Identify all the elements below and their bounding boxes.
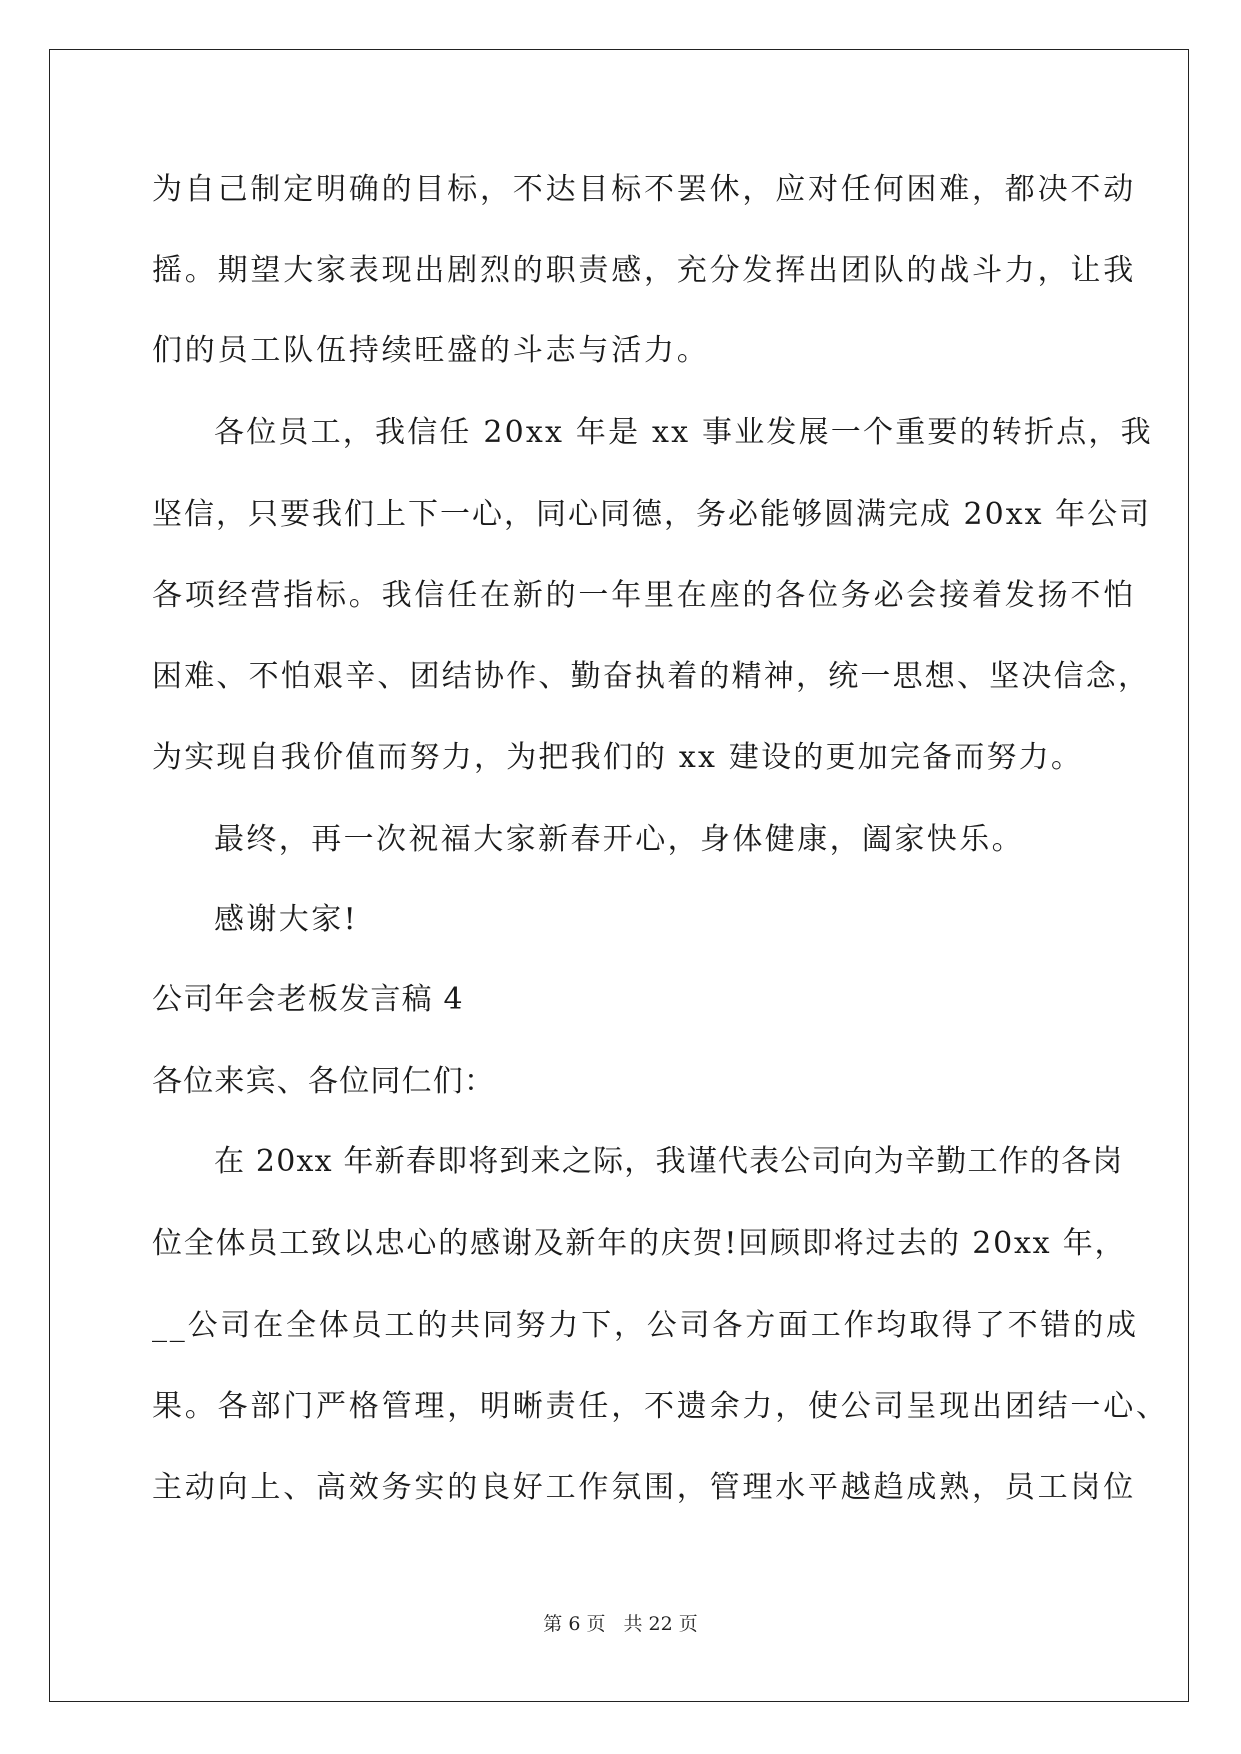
body-text-line: 位全体员工致以忠心的感谢及新年的庆贺!回顾即将过去的 20xx 年，: [152, 1226, 1127, 1261]
body-text-line: 们的员工队伍持续旺盛的斗志与活力。: [152, 333, 710, 368]
body-text-line: 各位员工，我信任 20xx 年是 xx 事业发展一个重要的转折点，我: [214, 415, 1153, 450]
salutation: 各位来宾、各位同仁们：: [152, 1064, 496, 1099]
body-text-line: 为实现自我价值而努力，为把我们的 xx 建设的更加完备而努力。: [152, 740, 1084, 775]
body-text-line: 最终，再一次祝福大家新春开心，身体健康，阖家快乐。: [214, 822, 1024, 857]
page-number-total: 共 22 页: [623, 1613, 698, 1635]
body-text-line: 各项经营指标。我信任在新的一年里在座的各位务必会接着发扬不怕: [152, 578, 1136, 613]
body-text-line: 为自己制定明确的目标，不达目标不罢休，应对任何困难，都决不动: [152, 172, 1136, 207]
page-number-current: 第 6 页: [543, 1613, 606, 1635]
body-text-line: 在 20xx 年新春即将到来之际，我谨代表公司向为辛勤工作的各岗: [214, 1144, 1124, 1179]
body-text-line: 摇。期望大家表现出剧烈的职责感，充分发挥出团队的战斗力，让我: [152, 253, 1136, 288]
page-border: [49, 49, 1189, 1702]
page-footer: [0, 1612, 1241, 1636]
body-text-line: 困难、不怕艰辛、团结协作、勤奋执着的精神，统一思想、坚决信念，: [152, 659, 1151, 694]
body-text-line: __公司在全体员工的共同努力下，公司各方面工作均取得了不错的成: [152, 1308, 1139, 1343]
section-heading: 公司年会老板发言稿 4: [152, 982, 464, 1017]
body-text-line: 坚信，只要我们上下一心，同心同德，务必能够圆满完成 20xx 年公司: [152, 497, 1152, 532]
closing-thanks: 感谢大家!: [214, 902, 359, 937]
body-text-line: 果。各部门严格管理，明晰责任，不遗余力，使公司呈现出团结一心、: [152, 1389, 1169, 1424]
body-text-line: 主动向上、高效务实的良好工作氛围，管理水平越趋成熟，员工岗位: [152, 1470, 1136, 1505]
